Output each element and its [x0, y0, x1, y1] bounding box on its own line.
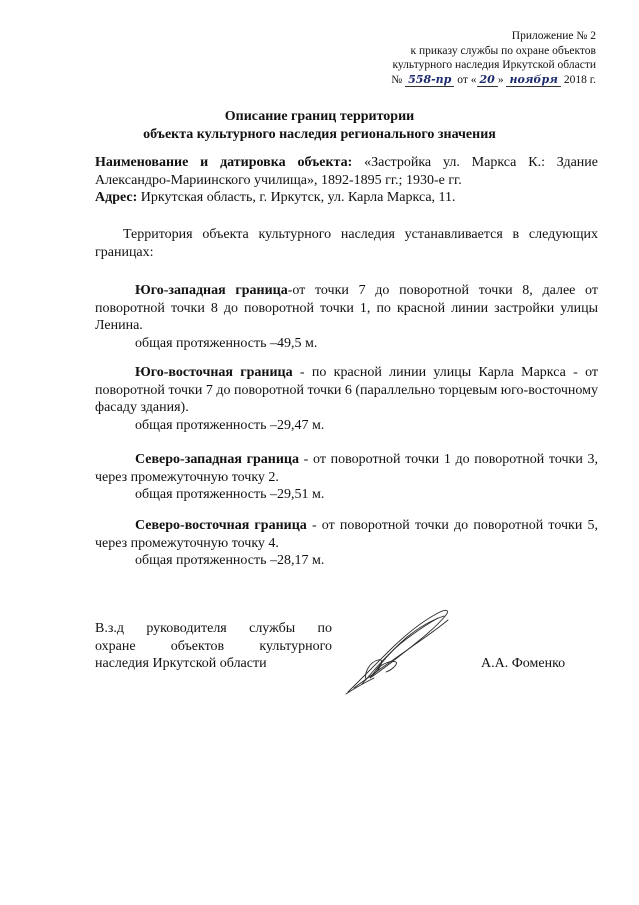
object-name-value: «Застройка ул. Маркса К.: Здание Александро-Мариинского училища», 1892-1895 гг.; 1930-е гг. — [95, 155, 598, 188]
boundary-section-northeast — [95, 517, 598, 570]
boundary-text: - от поворотной точки до поворотной точки 5, через промежуточную точку 4. — [95, 518, 598, 551]
order-number: 558-пр — [405, 74, 454, 87]
boundary-heading: Северо-западная граница — [135, 452, 299, 467]
boundary-text: - по красной линии улицы Карла Маркса - от поворотной точки 7 до поворотной точки 6 (параллельно торцевым юго-восточному фасаду здания). — [95, 365, 599, 415]
address-value: Иркутская область, г. Иркутск, ул. Карла Маркса, 11. — [137, 190, 456, 205]
date-year: 2018 г. — [563, 73, 596, 86]
position-line-2: охране объектов культурного — [95, 638, 332, 654]
object-info — [95, 154, 598, 207]
date-close: » — [497, 73, 504, 86]
boundary-description — [95, 451, 598, 486]
boundary-description — [95, 517, 598, 552]
appendix-authority: культурного наследия Иркутской области — [392, 59, 596, 71]
address-label: Адрес: — [95, 190, 138, 205]
date-from: от « — [457, 73, 477, 86]
appendix-title: Приложение № 2 — [511, 30, 596, 42]
boundary-length: общая протяженность –29,47 м. — [135, 417, 325, 433]
document-title — [0, 108, 639, 144]
appendix-number-date — [296, 73, 596, 88]
number-prefix: № — [391, 73, 403, 86]
boundary-description — [95, 364, 598, 417]
appendix-order-ref: к приказу службы по охране объектов — [410, 44, 596, 57]
object-address — [95, 189, 598, 207]
position-line-3: наследия Иркутской области — [95, 656, 267, 671]
boundary-length: общая протяженность –49,5 м. — [135, 335, 318, 351]
date-month: ноября — [506, 74, 561, 87]
position-line-1: В.з.д руководителя службы по — [95, 621, 332, 636]
boundary-heading: Юго-западная граница — [135, 283, 288, 298]
date-day: 20 — [477, 74, 498, 87]
boundary-section-southwest — [95, 282, 598, 352]
title-line-2: объекта культурного наследия регионального значения — [143, 127, 496, 142]
intro-paragraph — [95, 226, 598, 261]
boundary-length: общая протяженность –28,17 м. — [135, 553, 325, 568]
boundary-heading: Юго-восточная граница — [135, 365, 293, 380]
boundary-heading: Северо-восточная граница — [135, 518, 307, 533]
boundary-text: - от поворотной точки 1 до поворотной точки 3, через промежуточную точку 2. — [95, 452, 598, 485]
boundary-section-southeast — [95, 364, 598, 434]
signatory-name: А.А. Фоменко — [481, 656, 566, 671]
object-name-label: Наименование и датировка объекта: — [95, 155, 353, 170]
boundary-length: общая протяженность –29,51 м. — [135, 487, 325, 502]
appendix-block — [296, 29, 596, 87]
boundary-description — [95, 282, 598, 335]
boundary-text: -от точки 7 до поворотной точки 8, далее от поворотной точки 8 до поворотной точки 1, по красной линии застройки улицы Ленина. — [95, 283, 598, 333]
intro-text: Территория объекта культурного наследия устанавливается в следующих границах: — [95, 227, 598, 260]
title-line-1: Описание границ территории — [224, 109, 415, 124]
boundary-section-northwest — [95, 451, 598, 504]
signatory-position — [95, 620, 332, 673]
object-name — [95, 154, 598, 189]
handwritten-signature — [340, 600, 460, 700]
